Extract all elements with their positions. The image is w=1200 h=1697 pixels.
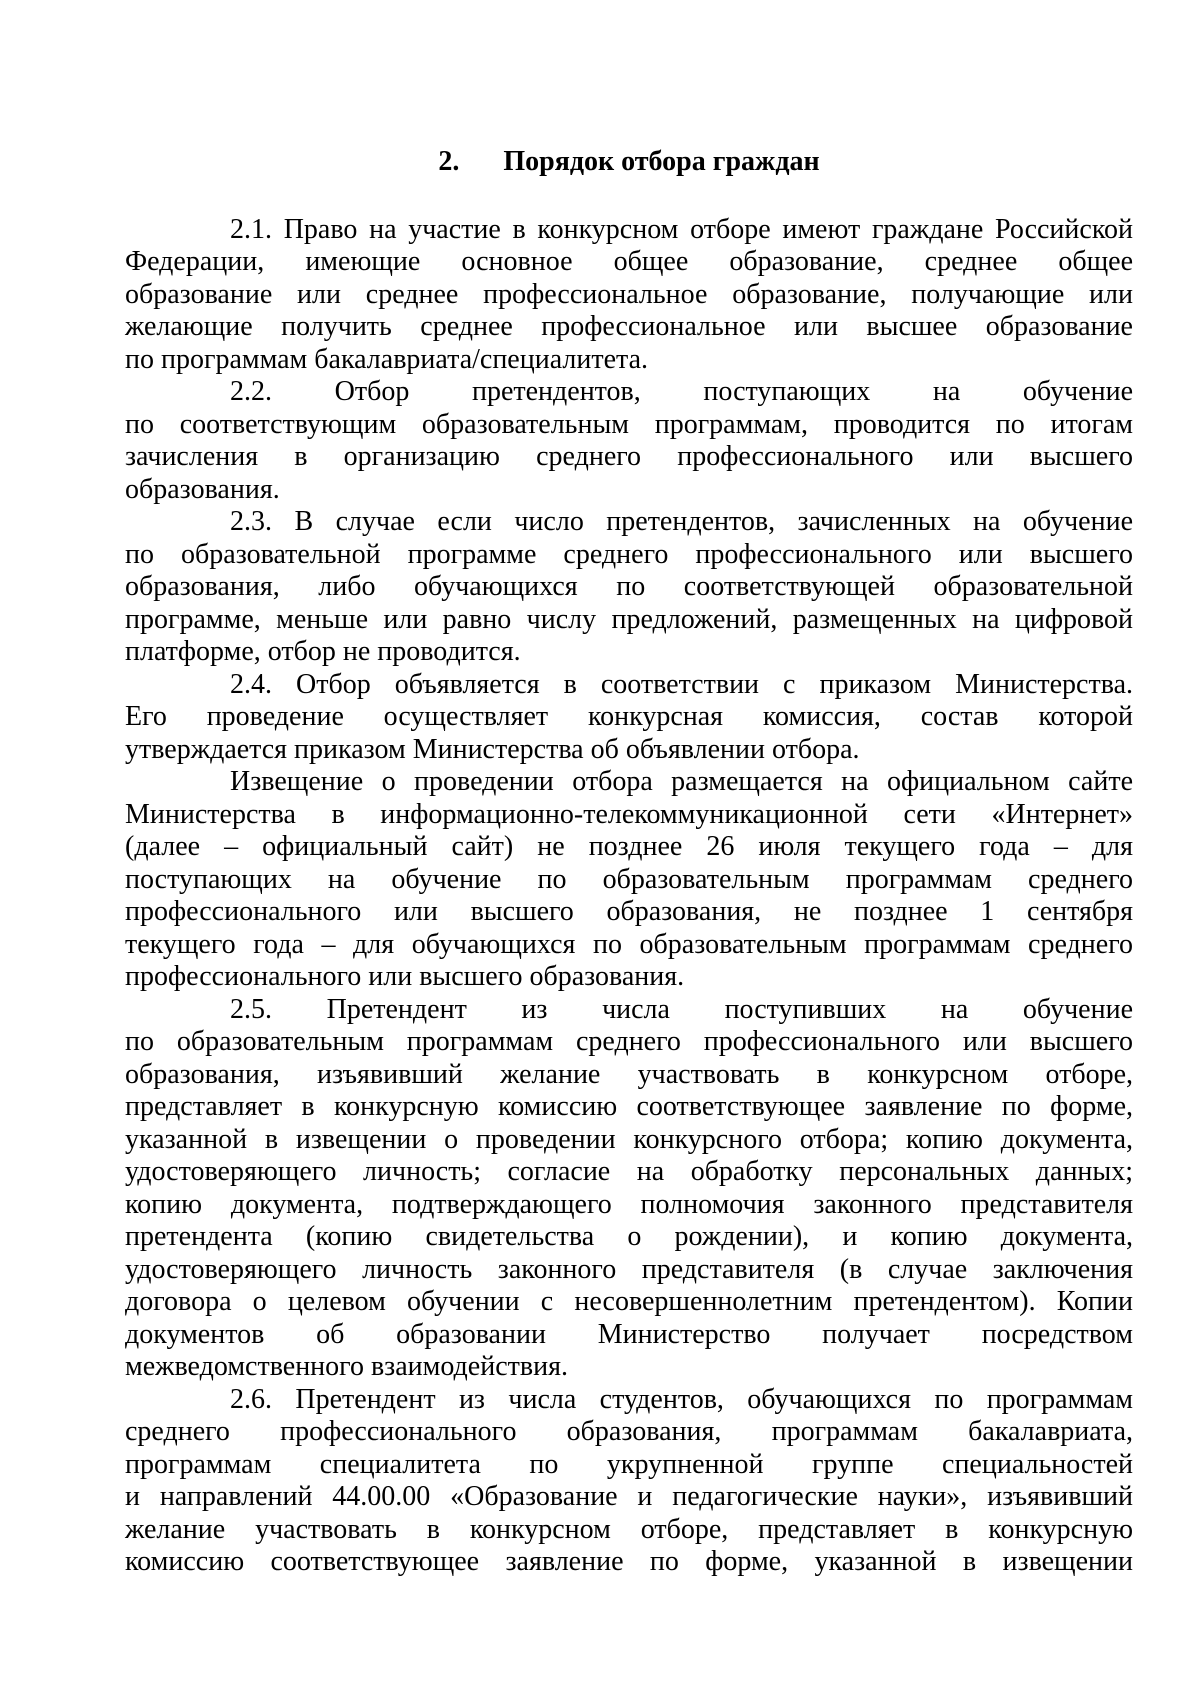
text-line: профессионального или высшего образования, не позднее 1 сентября <box>125 896 1133 927</box>
text-line: договора о целевом обучении с несовершеннолетним претендентом). Копии <box>125 1286 1133 1317</box>
document-content <box>125 146 1133 1579</box>
text-line: указанной в извещении о проведении конкурсного отбора; копию документа, <box>125 1123 1133 1155</box>
text-line: программам специалитета по укрупненной группе специальностей <box>125 1448 1133 1480</box>
paragraph-2-5 <box>125 994 1133 1384</box>
text-line: зачисления в организацию среднего профессионального или высшего <box>125 441 1133 472</box>
section-heading <box>125 146 1133 179</box>
text-line: образования, изъявивший желание участвовать в конкурсном отборе, <box>125 1058 1133 1090</box>
text-line: документов об образовании Министерство получает посредством <box>125 1318 1133 1350</box>
text-line: Извещение о проведении отбора размещается на официальном сайте <box>230 766 1133 797</box>
text-line: по образовательным программам среднего профессионального или высшего <box>125 1026 1133 1057</box>
document-body <box>125 214 1133 1579</box>
text-line: комиссию соответствующее заявление по форме, указанной в извещении <box>125 1546 1133 1577</box>
text-line: и направлений 44.00.00 «Образование и педагогические науки», изъявивший <box>125 1481 1133 1512</box>
text-line: претендента (копию свидетельства о рождении), и копию документа, <box>125 1221 1133 1252</box>
paragraph-2-6 <box>125 1384 1133 1579</box>
text-line: профессионального или высшего образования. <box>125 961 685 992</box>
paragraph-notice <box>125 766 1133 994</box>
text-line: 2.1. Право на участие в конкурсном отборе имеют граждане Российской <box>230 213 1133 245</box>
text-line: образования. <box>125 473 280 505</box>
section-number: 2. <box>438 146 460 177</box>
text-line: образование или среднее профессиональное образование, получающие или <box>125 278 1133 310</box>
section-title: Порядок отбора граждан <box>503 146 820 177</box>
text-line: межведомственного взаимодействия. <box>125 1351 568 1382</box>
text-line: копию документа, подтверждающего полномочия законного представителя <box>125 1188 1133 1220</box>
text-line: 2.5. Претендент из числа поступивших на обучение <box>230 993 1133 1025</box>
text-line: (далее – официальный сайт) не позднее 26 июля текущего года – для <box>125 831 1133 862</box>
text-line: удостоверяющего личность; согласие на обработку персональных данных; <box>125 1156 1133 1187</box>
text-line: желающие получить среднее профессиональное или высшее образование <box>125 311 1133 342</box>
text-line: текущего года – для обучающихся по образовательным программам среднего <box>125 928 1133 960</box>
text-line: 2.2. Отбор претендентов, поступающих на обучение <box>230 376 1133 407</box>
text-line: образования, либо обучающихся по соответствующей образовательной <box>125 571 1133 602</box>
text-line: программе, меньше или равно числу предложений, размещенных на цифровой <box>125 603 1133 635</box>
paragraph-2-4 <box>125 669 1133 767</box>
text-line: по соответствующим образовательным программам, проводится по итогам <box>125 408 1133 440</box>
text-line: 2.4. Отбор объявляется в соответствии с приказом Министерства. <box>230 668 1133 700</box>
paragraph-2-3 <box>125 506 1133 669</box>
text-line: платформе, отбор не проводится. <box>125 636 521 667</box>
text-line: по образовательной программе среднего профессионального или высшего <box>125 538 1133 570</box>
text-line: утверждается приказом Министерства об объявлении отбора. <box>125 733 860 765</box>
text-line: 2.3. В случае если число претендентов, зачисленных на обучение <box>230 506 1133 537</box>
text-line: удостоверяющего личность законного представителя (в случае заключения <box>125 1253 1133 1285</box>
text-line: Министерства в информационно-телекоммуникационной сети «Интернет» <box>125 798 1133 830</box>
text-line: поступающих на обучение по образовательным программам среднего <box>125 863 1133 895</box>
paragraph-2-2 <box>125 376 1133 506</box>
text-line: представляет в конкурсную комиссию соответствующее заявление по форме, <box>125 1091 1133 1122</box>
text-line: желание участвовать в конкурсном отборе, представляет в конкурсную <box>125 1513 1133 1545</box>
text-line: среднего профессионального образования, программам бакалавриата, <box>125 1416 1133 1447</box>
text-line: 2.6. Претендент из числа студентов, обучающихся по программам <box>230 1383 1133 1415</box>
paragraph-2-1 <box>125 214 1133 377</box>
text-line: Его проведение осуществляет конкурсная комиссия, состав которой <box>125 701 1133 732</box>
text-line: Федерации, имеющие основное общее образование, среднее общее <box>125 246 1133 277</box>
text-line: по программам бакалавриата/специалитета. <box>125 343 649 375</box>
